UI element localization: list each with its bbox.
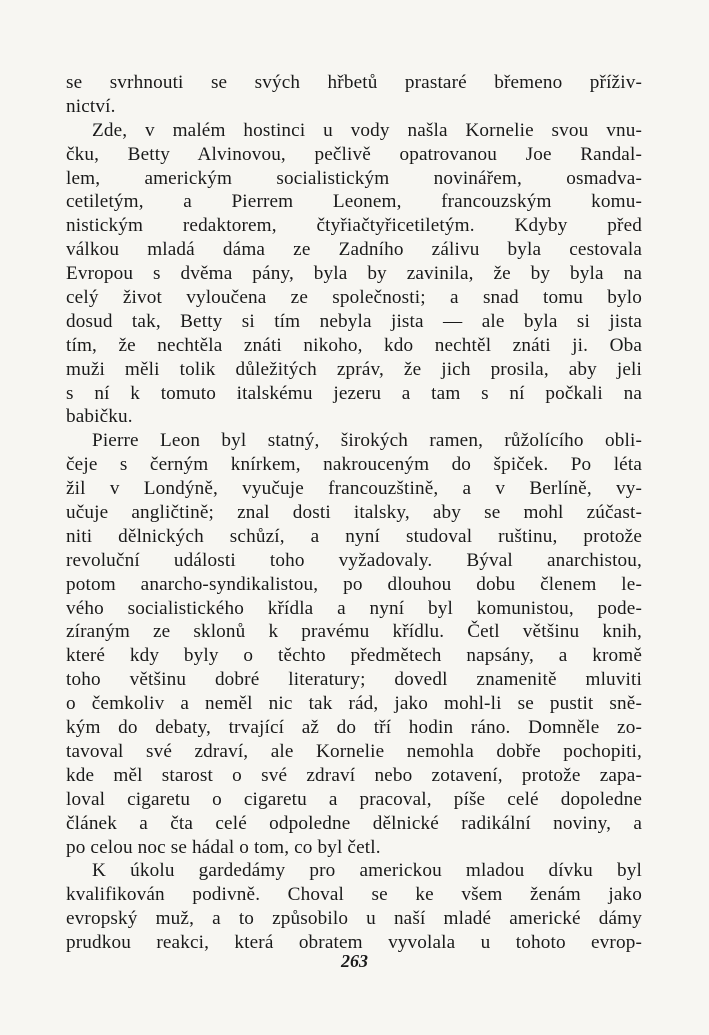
paragraph-2 xyxy=(66,119,642,430)
text-line: celý život vyloučena ze společnosti; a snad tomu bylo xyxy=(66,287,642,309)
text-line: vého socialistického křídla a nyní byl komunistou, pode- xyxy=(66,597,642,619)
text-line: čku, Betty Alvinovou, pečlivě opatrovanou Joe Randal- xyxy=(66,143,642,165)
text-line: tavoval své zdraví, ale Kornelie nemohla dobře pochopiti, xyxy=(66,740,642,762)
text-line: žil v Londýně, vyučuje francouzštině, a v Berlíně, vy- xyxy=(66,478,642,500)
book-page-text xyxy=(66,71,642,955)
text-line: niti dělnických schůzí, a nyní studoval ruštinu, protože xyxy=(66,525,642,547)
paragraph-1 xyxy=(66,71,642,119)
text-line: které kdy byly o těchto předmětech napsány, a kromě xyxy=(66,645,642,667)
text-line: kvalifikován podivně. Choval se ke všem ženám jako xyxy=(66,884,642,906)
text-line: zíraným ze sklonů k pravému křídlu. Četl většinu knih, xyxy=(66,621,642,643)
text-line: čeje s černým knírkem, nakrouceným do špiček. Po léta xyxy=(66,454,642,476)
text-line: válkou mladá dáma ze Zadního zálivu byla cestovala xyxy=(66,239,642,261)
text-line: nistickým redaktorem, čtyřiačtyřicetiletým. Kdyby před xyxy=(66,215,642,237)
text-line: kde měl starost o své zdraví nebo zotavení, protože zapa- xyxy=(66,764,642,786)
text-line: tím, že nechtěla znáti nikoho, kdo nechtěl znáti ji. Oba xyxy=(66,334,642,356)
text-line: Evropou s dvěma pány, byla by zavinila, že by byla na xyxy=(66,263,642,285)
text-line: s ní k tomuto italskému jezeru a tam s ní počkali na xyxy=(66,382,642,404)
text-line: Pierre Leon byl statný, širokých ramen, růžolícího obli- xyxy=(92,430,642,452)
text-line: článek a čta celé odpoledne dělnické radikální noviny, a xyxy=(66,812,642,834)
text-line: o čemkoliv a neměl nic tak rád, jako mohl-li se pustit sně- xyxy=(66,693,642,715)
text-line: K úkolu gardedámy pro americkou mladou dívku byl xyxy=(92,860,642,882)
text-line: prudkou reakci, která obratem vyvolala u tohoto evrop- xyxy=(66,932,642,954)
text-line: loval cigaretu o cigaretu a pracoval, píše celé dopoledne xyxy=(66,788,642,810)
page-number: 263 xyxy=(341,951,368,971)
text-line: dosud tak, Betty si tím nebyla jista — ale byla si jista xyxy=(66,310,642,332)
paragraph-4 xyxy=(66,859,642,955)
text-line: po celou noc se hádal o tom, co byl četl. xyxy=(66,836,381,858)
text-line: se svrhnouti se svých hřbetů prastaré břemeno příživ- xyxy=(66,72,642,93)
paragraph-3 xyxy=(66,429,642,859)
text-line: muži měli tolik důležitých zpráv, že jich prosila, aby jeli xyxy=(66,358,642,380)
text-line: lem, americkým socialistickým novinářem, osmadva- xyxy=(66,167,642,189)
text-line: nictví. xyxy=(66,95,116,117)
text-line: Zde, v malém hostinci u vody našla Kornelie svou vnu- xyxy=(92,119,642,141)
text-line: kým do debaty, trvající až do tří hodin ráno. Domněle zo- xyxy=(66,717,642,739)
text-line: učuje angličtině; znal dosti italsky, aby se mohl zúčast- xyxy=(66,502,642,524)
text-line: babičku. xyxy=(66,406,133,428)
text-line: cetiletým, a Pierrem Leonem, francouzským komu- xyxy=(66,191,642,213)
text-line: evropský muž, a to způsobilo u naší mladé americké dámy xyxy=(66,908,642,930)
text-line: potom anarcho-syndikalistou, po dlouhou dobu členem le- xyxy=(66,573,642,595)
text-line: revoluční události toho vyžadovaly. Býval anarchistou, xyxy=(66,549,642,571)
text-line: toho většinu dobré literatury; dovedl znamenitě mluviti xyxy=(66,669,642,691)
